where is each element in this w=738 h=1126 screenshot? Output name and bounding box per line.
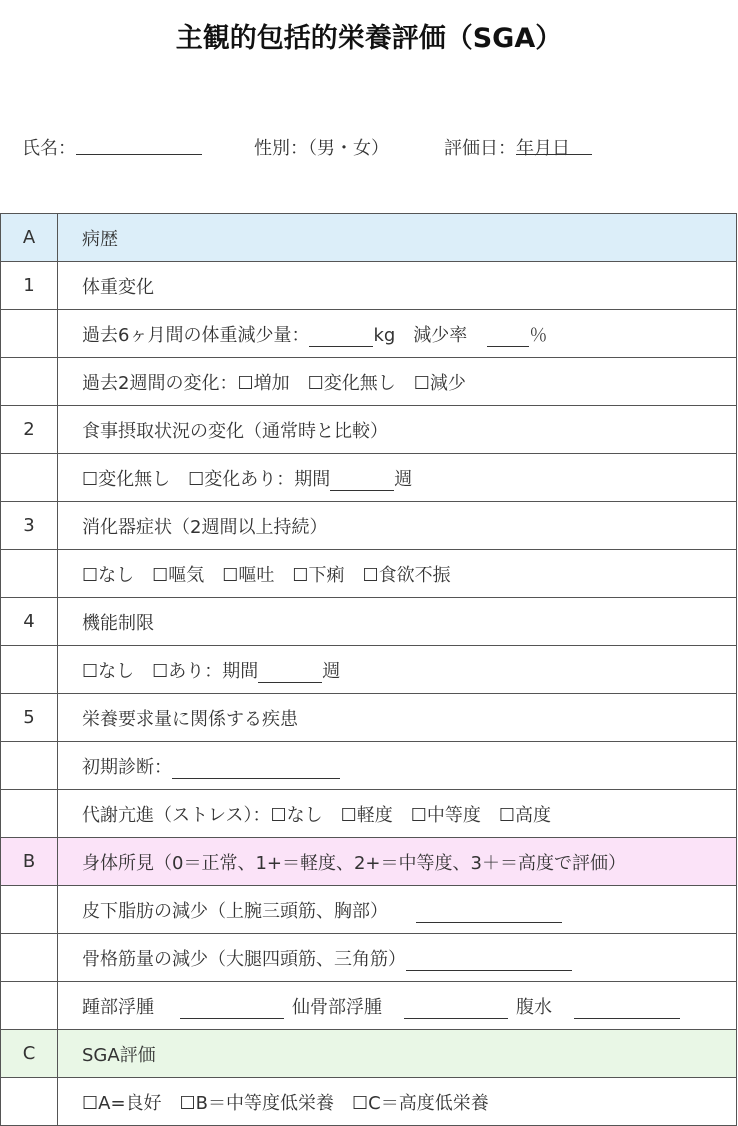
- weight-loss-unit: kg 減少率: [373, 324, 468, 346]
- patient-info-line: [0, 134, 738, 162]
- table-row: [1, 742, 737, 790]
- row-number: [1, 550, 58, 598]
- section-row-a: [1, 214, 737, 262]
- row-text: 病歴: [58, 214, 737, 262]
- table-row: [1, 646, 737, 694]
- weight-loss-row: [58, 310, 737, 358]
- row-number: C: [1, 1030, 58, 1078]
- row-text[interactable]: ☐A=良好 ☐B＝中等度低栄養 ☐C＝高度低栄養: [58, 1078, 737, 1126]
- table-row: [1, 1078, 737, 1126]
- table-row: [1, 982, 737, 1030]
- row-text[interactable]: 代謝亢進（ストレス）：☐なし ☐軽度 ☐中等度 ☐高度: [58, 790, 737, 838]
- muscle-loss-blank[interactable]: [406, 952, 572, 971]
- year-label: 年: [516, 138, 534, 159]
- row-number: [1, 1078, 58, 1126]
- table-row: [1, 358, 737, 406]
- table-row: [1, 694, 737, 742]
- name-label: 氏名：: [22, 138, 76, 159]
- row-number: 1: [1, 262, 58, 310]
- row-number: [1, 886, 58, 934]
- row-text[interactable]: 過去2週間の変化：☐増加 ☐変化無し ☐減少: [58, 358, 737, 406]
- row-number: [1, 742, 58, 790]
- table-row: [1, 790, 737, 838]
- row-number: 2: [1, 406, 58, 454]
- table-row: [1, 262, 737, 310]
- diagnosis-row: [58, 742, 737, 790]
- row-text: 機能制限: [58, 598, 737, 646]
- row-number: [1, 982, 58, 1030]
- month-label: 月: [534, 138, 552, 159]
- name-blank[interactable]: [76, 134, 202, 155]
- row-text[interactable]: ☐なし ☐嘔気 ☐嘔吐 ☐下痢 ☐食欲不振: [58, 550, 737, 598]
- sex-label: 性別：（男・女）: [254, 138, 389, 159]
- row-text: 体重変化: [58, 262, 737, 310]
- section-row-b: [1, 838, 737, 886]
- table-row: [1, 406, 737, 454]
- function-limit-options[interactable]: ☐なし ☐あり：期間: [82, 660, 259, 682]
- period-unit: 週: [394, 468, 413, 490]
- section-row-c: [1, 1030, 737, 1078]
- table-row: [1, 502, 737, 550]
- day-blank[interactable]: [552, 134, 592, 155]
- period-blank[interactable]: [330, 472, 394, 491]
- row-text: 食事摂取状況の変化（通常時と比較）: [58, 406, 737, 454]
- subcutaneous-fat-label: 皮下脂肪の減少（上腕三頭筋、胸部）: [82, 900, 388, 922]
- edema-row: [58, 982, 737, 1030]
- weight-loss-blank[interactable]: [309, 328, 373, 347]
- table-row: [1, 934, 737, 982]
- period-unit: 週: [322, 660, 341, 682]
- row-text: 身体所見（0＝正常、1+＝軽度、2+＝中等度、3＋＝高度で評価）: [58, 838, 737, 886]
- row-text: 消化器症状（2週間以上持続）: [58, 502, 737, 550]
- diagnosis-blank[interactable]: [172, 760, 340, 779]
- row-text: SGA評価: [58, 1030, 737, 1078]
- day-label: 日: [552, 138, 570, 159]
- row-number: [1, 310, 58, 358]
- diagnosis-label: 初期診断：: [82, 756, 172, 778]
- weight-loss-label: 過去6ヶ月間の体重減少量：: [82, 324, 310, 346]
- row-number: 4: [1, 598, 58, 646]
- page-title: 主観的包括的栄養評価（SGA）: [175, 23, 563, 54]
- loss-rate-blank[interactable]: [487, 328, 529, 347]
- loss-rate-unit: ％: [529, 324, 548, 346]
- ascites-label: 腹水: [516, 996, 552, 1018]
- sacral-edema-label: 仙骨部浮腫: [292, 996, 382, 1018]
- intake-change-row[interactable]: [58, 454, 737, 502]
- row-number: [1, 790, 58, 838]
- table-row: [1, 886, 737, 934]
- period-blank[interactable]: [258, 664, 322, 683]
- row-number: [1, 358, 58, 406]
- ankle-edema-label: 踵部浮腫: [82, 996, 154, 1018]
- sga-table: [0, 213, 737, 1126]
- row-number: 5: [1, 694, 58, 742]
- row-number: [1, 454, 58, 502]
- table-row: [1, 550, 737, 598]
- muscle-loss-row: [58, 934, 737, 982]
- ascites-blank[interactable]: [574, 1000, 680, 1019]
- row-number: B: [1, 838, 58, 886]
- date-field[interactable]: [444, 134, 570, 160]
- ankle-edema-blank[interactable]: [180, 1000, 284, 1019]
- muscle-loss-label: 骨格筋量の減少（大腿四頭筋、三角筋）: [82, 948, 406, 970]
- function-limit-row[interactable]: [58, 646, 737, 694]
- row-number: 3: [1, 502, 58, 550]
- name-field[interactable]: [22, 134, 76, 160]
- subcutaneous-fat-row: [58, 886, 737, 934]
- table-row: [1, 598, 737, 646]
- date-label: 評価日：: [444, 138, 516, 159]
- row-text: 栄養要求量に関係する疾患: [58, 694, 737, 742]
- subcutaneous-fat-blank[interactable]: [416, 904, 562, 923]
- sacral-edema-blank[interactable]: [404, 1000, 508, 1019]
- row-number: A: [1, 214, 58, 262]
- row-number: [1, 646, 58, 694]
- row-number: [1, 934, 58, 982]
- table-row: [1, 310, 737, 358]
- table-row: [1, 454, 737, 502]
- intake-change-options[interactable]: ☐変化無し ☐変化あり：期間: [82, 468, 331, 490]
